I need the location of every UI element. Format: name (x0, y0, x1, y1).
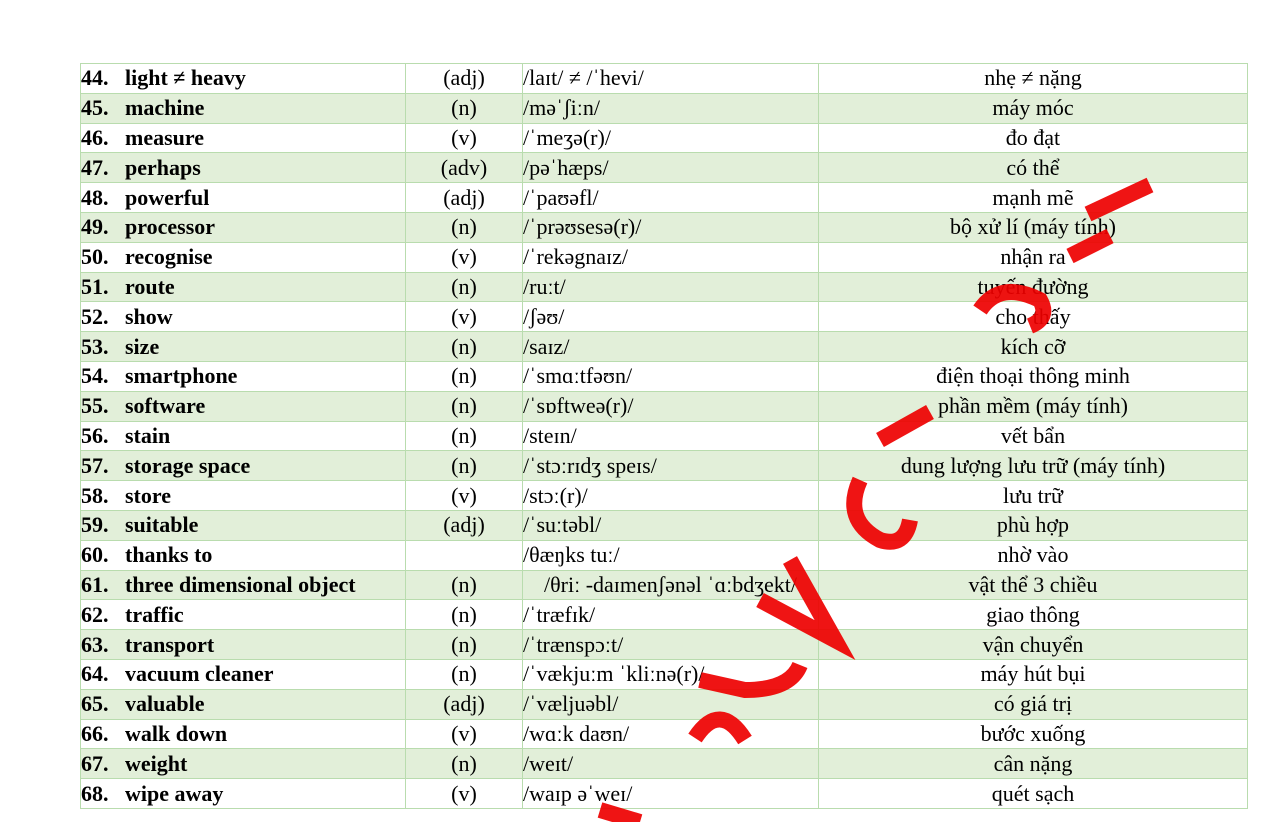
pronunciation-cell: /ˈmeʒə(r)/ (523, 123, 819, 153)
pronunciation-cell: /ˈsmɑːtfəʊn/ (523, 361, 819, 391)
table-row (81, 570, 1248, 600)
word-cell (81, 510, 406, 540)
meaning-cell: dung lượng lưu trữ (máy tính) (819, 451, 1248, 481)
word-type-cell: (n) (406, 451, 523, 481)
word-cell (81, 153, 406, 183)
word-text: measure (125, 124, 205, 150)
meaning-cell: nhờ vào (819, 540, 1248, 570)
word-cell (81, 421, 406, 451)
word-cell (81, 242, 406, 272)
word-text: recognise (125, 244, 213, 270)
table-row (81, 272, 1248, 302)
word-cell (81, 123, 406, 153)
word-type-cell: (n) (406, 272, 523, 302)
table-row (81, 659, 1248, 689)
vocabulary-table (80, 63, 1248, 809)
word-type-cell: (n) (406, 749, 523, 779)
word-type-cell: (v) (406, 302, 523, 332)
word-cell (81, 719, 406, 749)
table-row (81, 302, 1248, 332)
table-row (81, 451, 1248, 481)
word-cell (81, 659, 406, 689)
meaning-cell: máy hút bụi (819, 659, 1248, 689)
word-text: wipe away (125, 780, 224, 806)
table-row (81, 332, 1248, 362)
word-text: storage space (125, 452, 251, 478)
word-type-cell: (n) (406, 332, 523, 362)
word-type-cell: (adj) (406, 689, 523, 719)
table-row (81, 719, 1248, 749)
meaning-cell: vật thể 3 chiều (819, 570, 1248, 600)
meaning-cell: bộ xử lí (máy tính) (819, 212, 1248, 242)
pronunciation-cell: /waɪp əˈweɪ/ (523, 779, 819, 809)
meaning-cell: phù hợp (819, 510, 1248, 540)
word-cell (81, 600, 406, 630)
word-type-cell: (v) (406, 779, 523, 809)
pronunciation-cell: /ˈsuːtəbl/ (523, 510, 819, 540)
word-text: transport (125, 631, 215, 657)
table-row (81, 421, 1248, 451)
word-type-cell: (n) (406, 361, 523, 391)
meaning-cell: cân nặng (819, 749, 1248, 779)
pronunciation-cell: /ˈvæljuəbl/ (523, 689, 819, 719)
table-row (81, 689, 1248, 719)
word-cell (81, 391, 406, 421)
word-text: thanks to (125, 542, 213, 568)
table-row (81, 212, 1248, 242)
word-text: powerful (125, 184, 210, 210)
row-number: 57. (81, 452, 109, 478)
word-text: light ≠ heavy (125, 65, 246, 91)
word-cell (81, 779, 406, 809)
meaning-cell: kích cỡ (819, 332, 1248, 362)
word-type-cell: (n) (406, 212, 523, 242)
meaning-cell: máy móc (819, 93, 1248, 123)
word-cell (81, 272, 406, 302)
word-text: store (125, 482, 172, 508)
meaning-cell: vết bẩn (819, 421, 1248, 451)
word-cell (81, 64, 406, 94)
word-type-cell: (adj) (406, 510, 523, 540)
row-number: 54. (81, 363, 109, 389)
row-number: 48. (81, 184, 109, 210)
pronunciation-cell: /laɪt/ ≠ /ˈhevi/ (523, 64, 819, 94)
row-number: 61. (81, 571, 109, 597)
meaning-cell: lưu trữ (819, 481, 1248, 511)
meaning-cell: quét sạch (819, 779, 1248, 809)
word-cell (81, 451, 406, 481)
pronunciation-cell: /ˈtrænspɔːt/ (523, 630, 819, 660)
word-text: software (125, 393, 206, 419)
pronunciation-cell: /ˈsɒftweə(r)/ (523, 391, 819, 421)
word-type-cell: (n) (406, 421, 523, 451)
word-cell (81, 481, 406, 511)
word-text: size (125, 333, 160, 359)
word-text: vacuum cleaner (125, 661, 274, 687)
meaning-cell: đo đạt (819, 123, 1248, 153)
word-type-cell: (n) (406, 391, 523, 421)
table-row (81, 481, 1248, 511)
row-number: 53. (81, 333, 109, 359)
word-cell (81, 212, 406, 242)
word-type-cell: (n) (406, 600, 523, 630)
table-row (81, 779, 1248, 809)
word-text: perhaps (125, 154, 201, 180)
table-row (81, 600, 1248, 630)
word-type-cell: (n) (406, 93, 523, 123)
row-number: 45. (81, 95, 109, 121)
row-number: 51. (81, 273, 109, 299)
word-text: processor (125, 214, 216, 240)
row-number: 56. (81, 422, 109, 448)
word-type-cell: (n) (406, 570, 523, 600)
row-number: 52. (81, 303, 109, 329)
pronunciation-cell: /ʃəʊ/ (523, 302, 819, 332)
row-number: 58. (81, 482, 109, 508)
row-number: 55. (81, 393, 109, 419)
word-cell (81, 749, 406, 779)
vocabulary-table-body (81, 64, 1248, 809)
table-row (81, 183, 1248, 213)
word-cell (81, 361, 406, 391)
row-number: 59. (81, 512, 109, 538)
table-row (81, 540, 1248, 570)
pronunciation-cell: /stɔː(r)/ (523, 481, 819, 511)
word-cell (81, 183, 406, 213)
word-cell (81, 570, 406, 600)
meaning-cell: bước xuống (819, 719, 1248, 749)
meaning-cell: giao thông (819, 600, 1248, 630)
pronunciation-cell: /ˈstɔːrɪdʒ speɪs/ (523, 451, 819, 481)
word-text: machine (125, 95, 205, 121)
row-number: 65. (81, 691, 109, 717)
pronunciation-cell: /ˈprəʊsesə(r)/ (523, 212, 819, 242)
word-text: traffic (125, 601, 184, 627)
word-type-cell: (v) (406, 123, 523, 153)
meaning-cell: mạnh mẽ (819, 183, 1248, 213)
word-cell (81, 93, 406, 123)
table-row (81, 64, 1248, 94)
word-text: walk down (125, 720, 228, 746)
word-text: suitable (125, 512, 199, 538)
word-type-cell: (v) (406, 481, 523, 511)
table-row (81, 153, 1248, 183)
pronunciation-cell: /saɪz/ (523, 332, 819, 362)
row-number: 47. (81, 154, 109, 180)
pronunciation-cell: /pəˈhæps/ (523, 153, 819, 183)
row-number: 46. (81, 124, 109, 150)
word-type-cell (406, 540, 523, 570)
word-cell (81, 689, 406, 719)
meaning-cell: có thể (819, 153, 1248, 183)
row-number: 63. (81, 631, 109, 657)
watermark-stroke (600, 810, 640, 822)
word-type-cell: (v) (406, 719, 523, 749)
pronunciation-cell: /wɑːk daʊn/ (523, 719, 819, 749)
table-row (81, 93, 1248, 123)
pronunciation-cell: /θriː -daɪmenʃənəl ˈɑːbdʒekt/ (523, 570, 819, 600)
word-cell (81, 302, 406, 332)
word-type-cell: (adj) (406, 64, 523, 94)
meaning-cell: điện thoại thông minh (819, 361, 1248, 391)
word-text: three dimensional object (125, 571, 356, 597)
word-text: valuable (125, 691, 205, 717)
meaning-cell: nhẹ ≠ nặng (819, 64, 1248, 94)
row-number: 50. (81, 244, 109, 270)
pronunciation-cell: /məˈʃiːn/ (523, 93, 819, 123)
meaning-cell: cho thấy (819, 302, 1248, 332)
pronunciation-cell: /ˈvækjuːm ˈkliːnə(r)/ (523, 659, 819, 689)
word-text: smartphone (125, 363, 238, 389)
meaning-cell: phần mềm (máy tính) (819, 391, 1248, 421)
row-number: 64. (81, 661, 109, 687)
word-type-cell: (v) (406, 242, 523, 272)
table-row (81, 361, 1248, 391)
row-number: 49. (81, 214, 109, 240)
pronunciation-cell: /ˈrekəgnaɪz/ (523, 242, 819, 272)
row-number: 66. (81, 720, 109, 746)
table-row (81, 391, 1248, 421)
meaning-cell: vận chuyển (819, 630, 1248, 660)
meaning-cell: nhận ra (819, 242, 1248, 272)
pronunciation-cell: /ˈpaʊəfl/ (523, 183, 819, 213)
table-row (81, 630, 1248, 660)
table-row (81, 510, 1248, 540)
word-text: weight (125, 750, 188, 776)
table-row (81, 123, 1248, 153)
word-text: show (125, 303, 173, 329)
word-text: route (125, 273, 175, 299)
pronunciation-cell: /ruːt/ (523, 272, 819, 302)
pronunciation-cell: /weɪt/ (523, 749, 819, 779)
row-number: 60. (81, 542, 109, 568)
word-cell (81, 540, 406, 570)
word-type-cell: (n) (406, 659, 523, 689)
word-type-cell: (n) (406, 630, 523, 660)
word-type-cell: (adv) (406, 153, 523, 183)
row-number: 68. (81, 780, 109, 806)
meaning-cell: tuyến đường (819, 272, 1248, 302)
pronunciation-cell: /steɪn/ (523, 421, 819, 451)
row-number: 62. (81, 601, 109, 627)
pronunciation-cell: /ˈtræfɪk/ (523, 600, 819, 630)
word-text: stain (125, 422, 171, 448)
row-number: 67. (81, 750, 109, 776)
row-number: 44. (81, 65, 109, 91)
pronunciation-cell: /θæŋks tuː/ (523, 540, 819, 570)
word-cell (81, 630, 406, 660)
table-row (81, 749, 1248, 779)
word-type-cell: (adj) (406, 183, 523, 213)
word-cell (81, 332, 406, 362)
table-row (81, 242, 1248, 272)
meaning-cell: có giá trị (819, 689, 1248, 719)
